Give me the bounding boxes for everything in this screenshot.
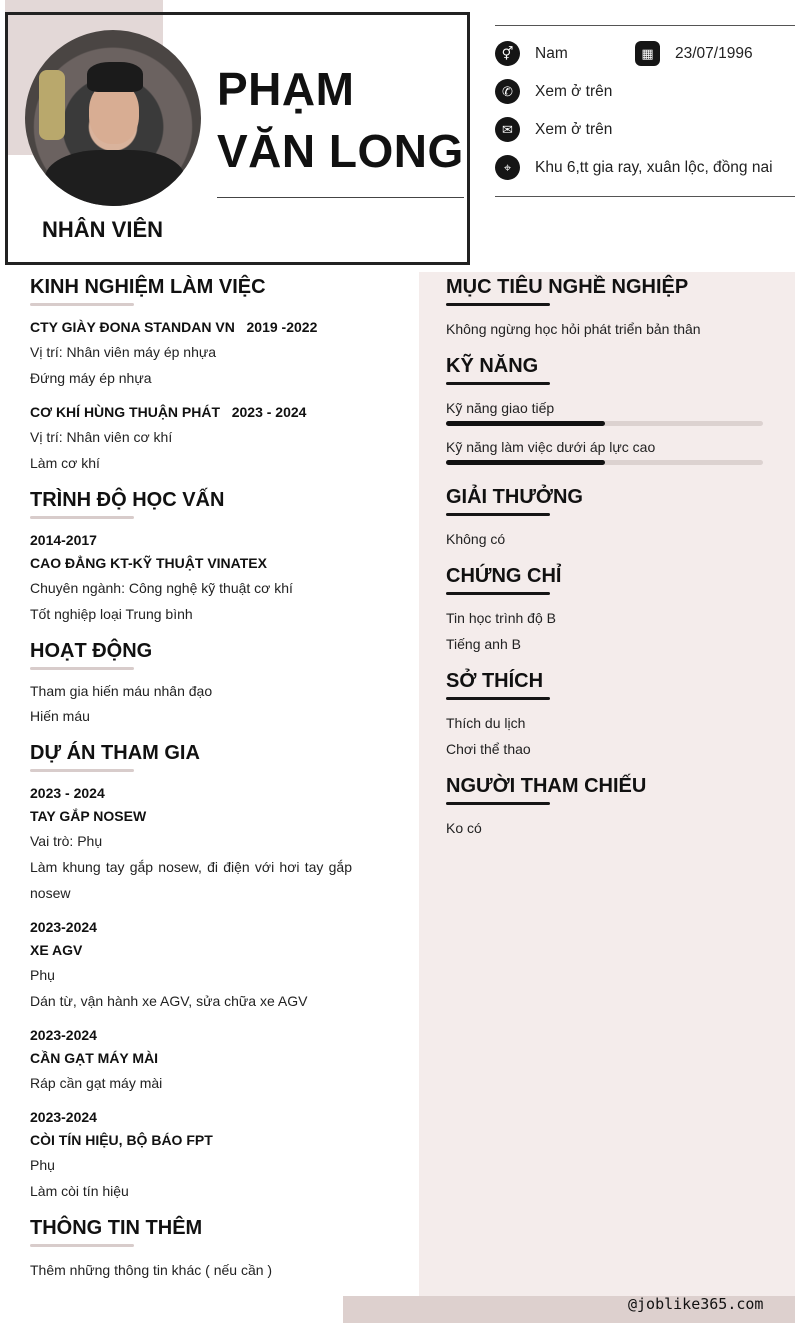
project-name-3: CẦN GẠT MÁY MÀI [30, 1050, 159, 1066]
activities-title: HOẠT ĐỘNG [30, 640, 153, 662]
photo-hair [87, 62, 143, 92]
skills-title: KỸ NĂNG [446, 355, 539, 377]
contact-phone [495, 79, 612, 104]
activity-line-1: Tham gia hiến máu nhân đạo [30, 683, 213, 699]
objective-text: Không ngừng học hỏi phát triển bản thân [446, 321, 701, 337]
activities-underline [30, 667, 134, 670]
calendar-icon: ▦ [635, 41, 660, 66]
education-grade: Tốt nghiệp loại Trung bình [30, 606, 193, 622]
awards-title: GIẢI THƯỞNG [446, 486, 583, 508]
references-underline [446, 802, 550, 805]
name-divider [217, 197, 464, 198]
address-value: Khu 6,tt gia ray, xuân lộc, đồng nai [535, 158, 773, 176]
education-underline [30, 516, 134, 519]
certificate-line-2: Tiếng anh B [446, 636, 521, 652]
email-icon: ✉ [495, 117, 520, 142]
objective-title: MỤC TIÊU NGHỀ NGHIỆP [446, 276, 689, 298]
skill-name-2: Kỹ năng làm việc dưới áp lực cao [446, 439, 656, 455]
gender-icon: ⚥ [495, 41, 520, 66]
experience-desc-1: Đứng máy ép nhựa [30, 370, 152, 386]
additional-text: Thêm những thông tin khác ( nếu cần ) [30, 1262, 273, 1278]
hobby-line-1: Thích du lịch [446, 715, 526, 731]
project-role-1: Vai trò: Phụ [30, 833, 103, 849]
education-period: 2014-2017 [30, 532, 97, 548]
awards-text: Không có [446, 531, 506, 547]
project-desc-1: Làm khung tay gắp nosew, đi điện với hơi tay gắp nosew [30, 859, 352, 901]
name-line-1: PHẠM [217, 63, 355, 115]
dob-value: 23/07/1996 [675, 44, 753, 62]
name-line-2: VĂN LONG [217, 125, 464, 177]
contact-top-divider [495, 25, 795, 26]
photo-shirt [45, 150, 185, 206]
contact-gender [495, 41, 568, 66]
skill-name-1: Kỹ năng giao tiếp [446, 400, 555, 416]
phone-value: Xem ở trên [535, 82, 613, 100]
job-position: NHÂN VIÊN [42, 217, 164, 242]
skill-bar-2 [446, 460, 763, 465]
projects-underline [30, 769, 134, 772]
certificate-line-1: Tin học trình độ B [446, 610, 556, 626]
hobbies-underline [446, 697, 550, 700]
project-desc-4: Làm còi tín hiệu [30, 1183, 129, 1199]
references-text: Ko có [446, 820, 482, 836]
experience-desc-2: Làm cơ khí [30, 455, 100, 471]
footer-watermark: @joblike365.com [628, 1295, 764, 1313]
experience-title: KINH NGHIỆM LÀM VIỆC [30, 276, 266, 298]
projects-title: DỰ ÁN THAM GIA [30, 742, 200, 764]
gender-value: Nam [535, 44, 568, 62]
experience-role-1: Vị trí: Nhân viên máy ép nhựa [30, 344, 217, 360]
objective-underline [446, 303, 550, 306]
skills-underline [446, 382, 550, 385]
location-icon: ⌖ [495, 155, 520, 180]
email-value: Xem ở trên [535, 120, 613, 138]
project-role-4: Phụ [30, 1157, 55, 1173]
hobby-line-2: Chơi thể thao [446, 741, 531, 757]
certificates-title: CHỨNG CHỈ [446, 565, 562, 587]
education-school: CAO ĐẲNG KT-KỸ THUẬT VINATEX [30, 555, 267, 571]
full-name [217, 58, 464, 182]
contact-dob [635, 41, 753, 66]
skill-bar-fill-1 [446, 421, 605, 426]
experience-company-1: CTY GIÀY ĐONA STANDAN VN 2019 -2022 [30, 319, 318, 335]
contact-address [495, 155, 773, 180]
awards-underline [446, 513, 550, 516]
project-period-4: 2023-2024 [30, 1109, 97, 1125]
contact-bottom-divider [495, 196, 795, 197]
project-role-2: Phụ [30, 967, 55, 983]
skill-bar-fill-2 [446, 460, 605, 465]
experience-role-2: Vị trí: Nhân viên cơ khí [30, 429, 173, 445]
project-period-2: 2023-2024 [30, 919, 97, 935]
experience-company-2: CƠ KHÍ HÙNG THUẬN PHÁT 2023 - 2024 [30, 404, 307, 420]
skill-bar-1 [446, 421, 763, 426]
project-name-2: XE AGV [30, 942, 83, 958]
additional-underline [30, 1244, 134, 1247]
hobbies-title: SỞ THÍCH [446, 670, 544, 692]
education-title: TRÌNH ĐỘ HỌC VẤN [30, 489, 225, 511]
project-period-3: 2023-2024 [30, 1027, 97, 1043]
project-desc-3: Ráp cần gạt máy mài [30, 1075, 163, 1091]
certificates-underline [446, 592, 550, 595]
project-period-1: 2023 - 2024 [30, 785, 105, 801]
activity-line-2: Hiến máu [30, 708, 90, 724]
experience-underline [30, 303, 134, 306]
education-major: Chuyên ngành: Công nghệ kỹ thuật cơ khí [30, 580, 293, 596]
project-name-4: CÒI TÍN HIỆU, BỘ BÁO FPT [30, 1132, 213, 1148]
photo-background-cloth [39, 70, 65, 140]
references-title: NGƯỜI THAM CHIẾU [446, 775, 647, 797]
phone-icon: ✆ [495, 79, 520, 104]
project-name-1: TAY GẮP NOSEW [30, 808, 147, 824]
profile-photo [25, 30, 201, 206]
additional-title: THÔNG TIN THÊM [30, 1217, 203, 1239]
project-desc-2: Dán từ, vận hành xe AGV, sửa chữa xe AGV [30, 993, 308, 1009]
contact-email [495, 117, 612, 142]
